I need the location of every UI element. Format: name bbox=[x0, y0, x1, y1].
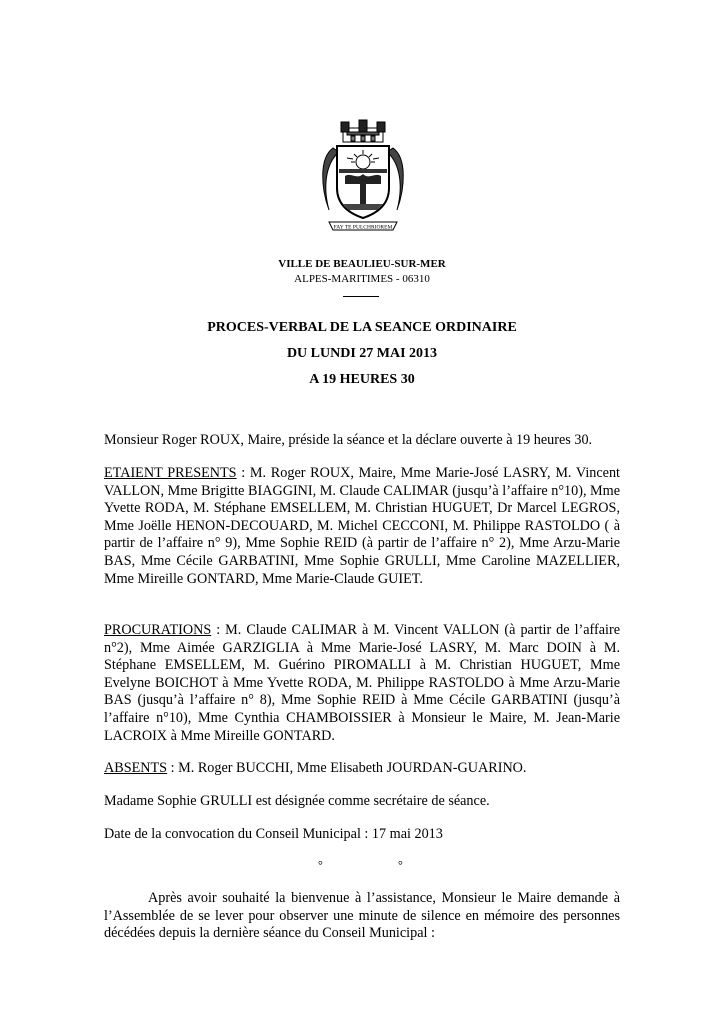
session-time: A 19 HEURES 30 bbox=[309, 372, 415, 387]
opening-paragraph: Monsieur Roger ROUX, Maire, préside la séance et la déclare ouverte à 19 heures 30. bbox=[104, 432, 593, 448]
header-divider bbox=[343, 296, 379, 297]
document-title: PROCES-VERBAL DE LA SEANCE ORDINAIRE bbox=[207, 320, 517, 335]
presents-label: ETAIENT PRESENTS bbox=[104, 465, 237, 481]
department-line: ALPES-MARITIMES - 06310 bbox=[294, 273, 430, 285]
town-crest-icon bbox=[311, 118, 415, 238]
svg-text:FAY TE PULCHRIOREM: FAY TE PULCHRIOREM bbox=[333, 224, 393, 231]
procurations-label: PROCURATIONS bbox=[104, 622, 212, 638]
absents-paragraph bbox=[104, 760, 620, 778]
closing-paragraph: Après avoir souhaité la bienvenue à l’assistance, Monsieur le Maire demande à l’Assemblée de se lever pour observer une minute de silence en mémoire des personnes décédées depuis la dernière séance du Conseil Municipal : bbox=[104, 890, 620, 942]
session-date: DU LUNDI 27 MAI 2013 bbox=[286, 346, 438, 361]
convocation-paragraph: Date de la convocation du Conseil Municipal : 17 mai 2013 bbox=[104, 826, 443, 842]
absents-text: : M. Roger BUCCHI, Mme Elisabeth JOURDAN-GUARINO. bbox=[167, 760, 527, 776]
town-name: VILLE DE BEAULIEU-SUR-MER bbox=[278, 258, 446, 270]
secretary-paragraph: Madame Sophie GRULLI est désignée comme secrétaire de séance. bbox=[104, 793, 490, 809]
procurations-text: : M. Claude CALIMAR à M. Vincent VALLON (à partir de l’affaire n°2), Mme Aimée GARZIGLIA à Mme Marie-José LASRY, M. Marc DOIN à M. Stéphane EMSELLEM, M. Guérino PIROMALLI à M. Christian HUGUET, Mme Evelyne BOICHOT à Mme Yvette RODA, M. Philippe RASTOLDO à Mme Arzu-Marie BAS (jusqu’à l’affaire n° 8), Mme Sophie REID à Mme Cécile GARBATINI (jusqu’à l’affaire n°10), Mme Cynthia CHAMBOISSIER à Monsieur le Maire, M. Jean-Marie LACROIX à Mme Mireille GONTARD. bbox=[104, 622, 620, 744]
procurations-paragraph bbox=[104, 622, 620, 745]
absents-label: ABSENTS bbox=[104, 760, 168, 776]
separator-mark-left: ° bbox=[318, 858, 323, 872]
separator-mark-right: ° bbox=[398, 858, 403, 872]
presents-text: : M. Roger ROUX, Maire, Mme Marie-José LASRY, M. Vincent VALLON, Mme Brigitte BIAGGINI, M. Claude CALIMAR (jusqu’à l’affaire n°10), Mme Yvette RODA, M. Stéphane EMSELLEM, M. Christian HUGUET, Dr Marcel LEGROS, Mme Joëlle HENON-DECOUARD, M. Michel CECCONI, M. Philippe RASTOLDO ( à partir de l’affaire n° 9), Mme Sophie REID (à partir de l’affaire n° 2), Mme Arzu-Marie BAS, Mme Cécile GARBATINI, Mme Sophie GRULLI, Mme Caroline MAZELLIER, Mme Mireille GONTARD, Mme Marie-Claude GUIET. bbox=[104, 465, 620, 587]
presents-paragraph bbox=[104, 465, 620, 588]
